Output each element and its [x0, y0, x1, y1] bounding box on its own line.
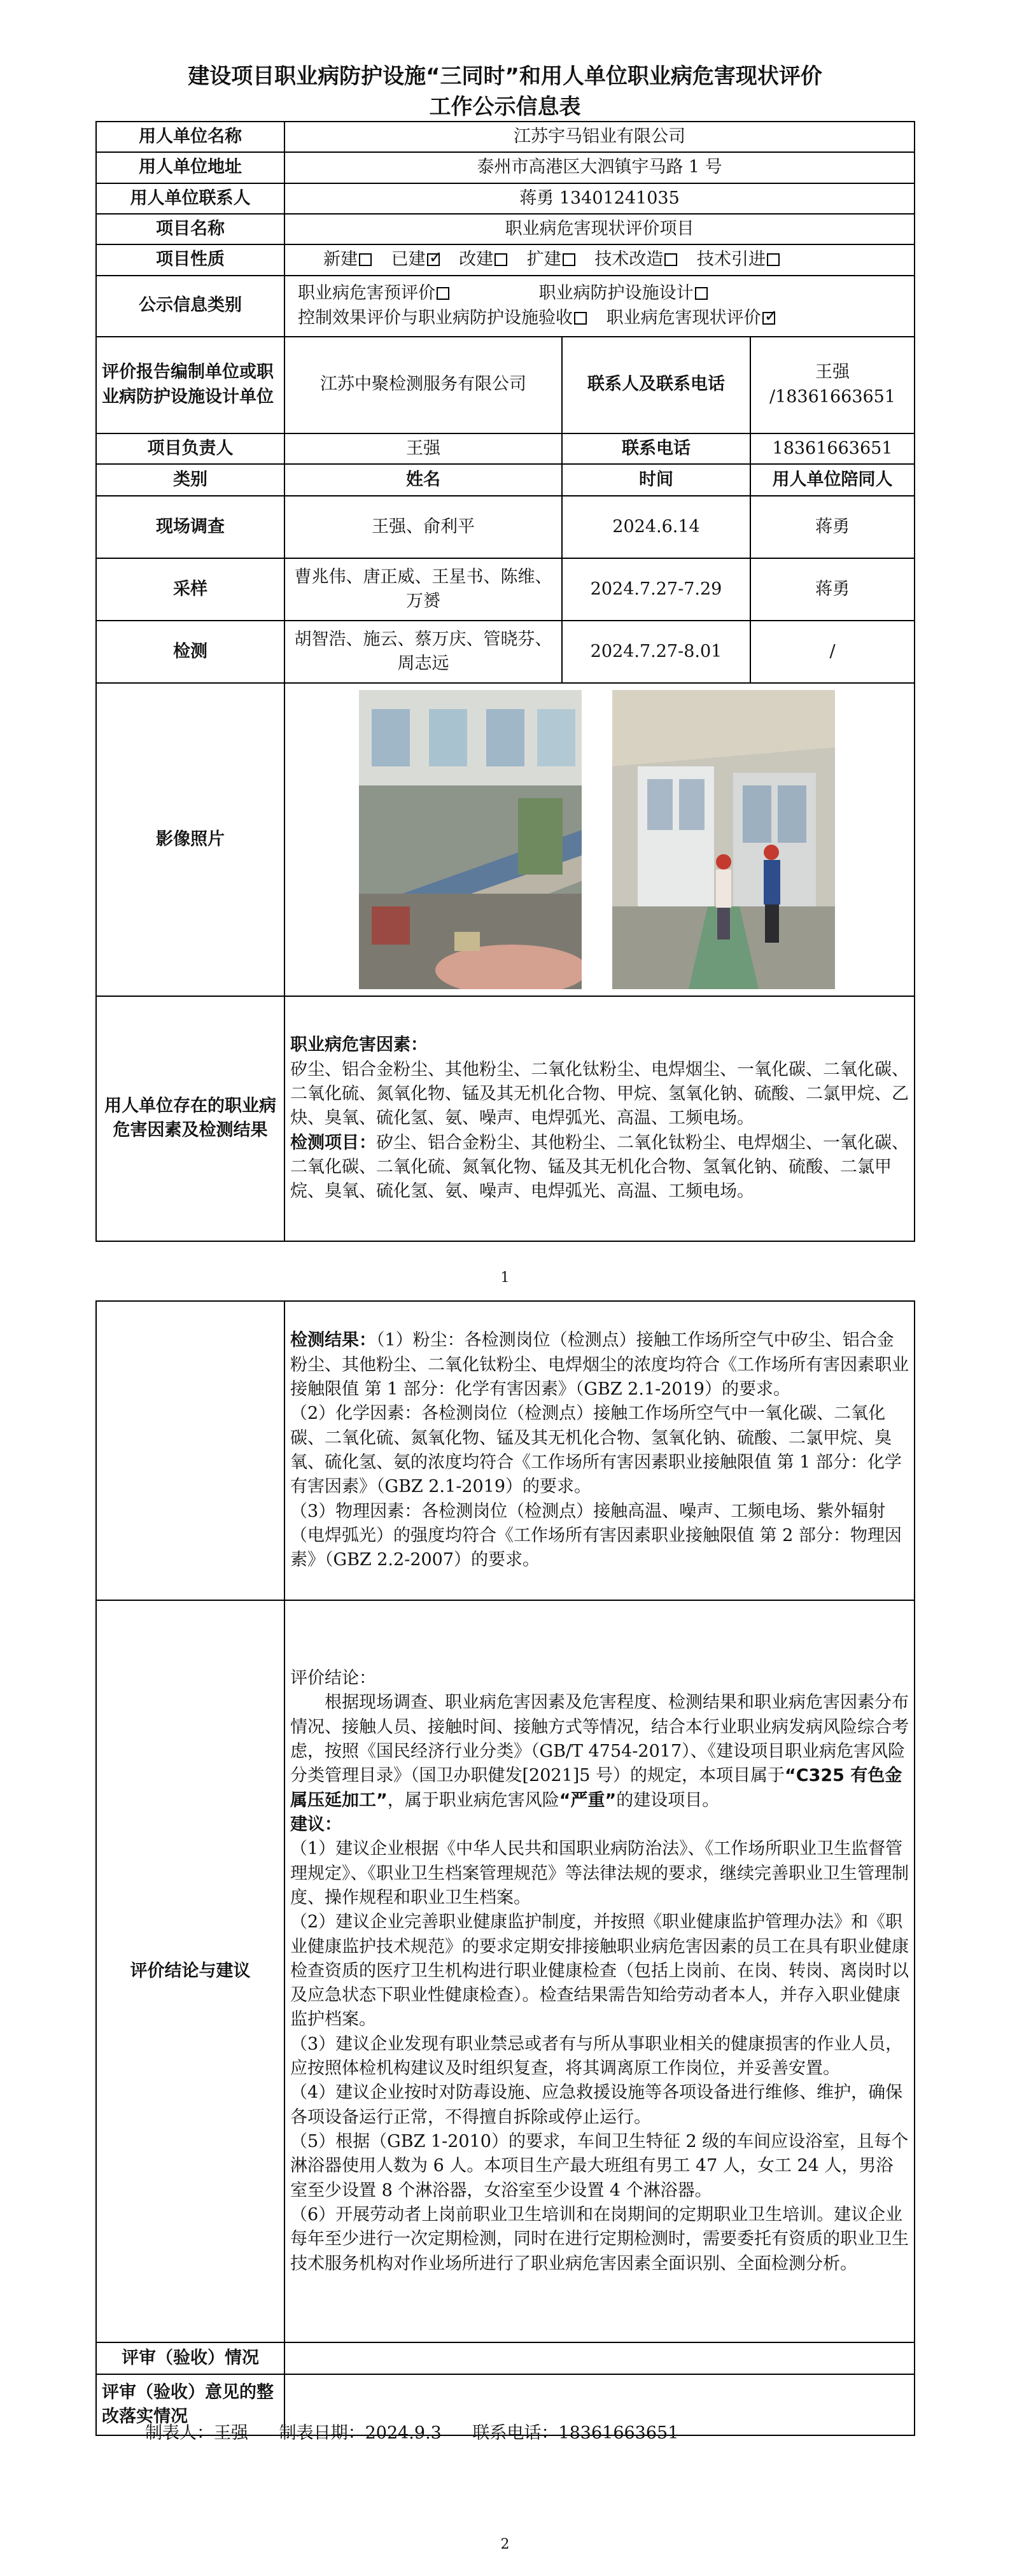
industry-code: “C325 有色金属压延加工”: [290, 1766, 902, 1810]
unit-address-value: 泰州市高港区大泗镇宇马路 1 号: [284, 152, 915, 183]
results-para-physical: （3）物理因素：各检测岗位（检测点）接触高温、噪声、工频电场、紫外辐射（电焊弧光）的强度均符合《工作场所有害因素职业接触限值 第 2 部分：物理因素》（GBZ 2.2-2007）的要求。: [290, 1501, 902, 1570]
type-option-pre-eval: 职业病危害预评价: [298, 281, 533, 306]
hazards-label: 用人单位存在的职业病危害因素及检测结果: [96, 996, 284, 1241]
site-photo-workshop-line: [359, 690, 582, 989]
schedule-category: 采样: [96, 558, 284, 621]
unit-address-label: 用人单位地址: [96, 152, 284, 183]
checkbox-checked-icon[interactable]: [762, 312, 775, 325]
checkbox-icon[interactable]: [563, 253, 575, 266]
hazard-factors-text: 矽尘、铝合金粉尘、其他粉尘、二氧化钛粉尘、电焊烟尘、一氧化碳、二氧化碳、二氧化硫、氮氧化物、锰及其无机化合物、甲烷、氢氧化钠、硫酸、二氯甲烷、乙炔、臭氧、硫化氢、氨、噪声、电焊弧光、高温、工频电场。: [290, 1059, 909, 1129]
schedule-companion: /: [750, 621, 915, 683]
list-item: （5）根据（GBZ 1-2010）的要求，车间卫生特征 2 级的车间应设浴室，且每个淋浴器使用人数为 6 人。本项目生产最大班组有男工 47 人，女工 24 人，男浴室至少设置 8 个淋浴器，女浴室至少设置 4 个淋浴器。: [290, 2132, 909, 2200]
footer: [145, 2419, 704, 2444]
review-rectify-label: 评审（验收）意见的整改落实情况: [96, 2374, 284, 2435]
unit-contact-label: 用人单位联系人: [96, 183, 284, 214]
footer-maker: 制表人：王强: [145, 2423, 248, 2443]
results-para-dust: 检测结果：（1）粉尘：各检测岗位（检测点）接触工作场所空气中矽尘、铝合金粉尘、其他粉尘、二氧化钛粉尘、电焊烟尘的浓度均符合《工作场所有害因素职业接触限值 第 1 部分：化学有害因素》（GBZ 2.1-2019）的要求。: [290, 1330, 909, 1400]
schedule-header-category: 类别: [96, 464, 284, 496]
hazard-items: [290, 1131, 909, 1204]
type-option-control-effect: 控制效果评价与职业病防护设施验收: [298, 308, 601, 328]
results-label-continued: [96, 1301, 284, 1600]
leader-phone-label: 联系电话: [562, 433, 750, 464]
checkbox-icon[interactable]: [359, 253, 372, 266]
schedule-header-name: 姓名: [284, 464, 562, 496]
checkbox-icon[interactable]: [767, 253, 780, 266]
checkbox-icon[interactable]: [695, 287, 708, 300]
advice-title: 建议：: [290, 1814, 342, 1834]
project-name-value: 职业病危害现状评价项目: [284, 214, 915, 244]
report-unit-label: 评价报告编制单位或职业病防护设施设计单位: [96, 337, 284, 433]
schedule-time: 2024.7.27-8.01: [562, 621, 750, 683]
info-table-page2: [95, 1300, 915, 2436]
checkbox-icon[interactable]: [494, 253, 507, 266]
schedule-time: 2024.6.14: [562, 496, 750, 558]
report-unit-value: 江苏中聚检测服务有限公司: [284, 337, 562, 433]
list-item: （2）建议企业完善职业健康监护制度，并按照《职业健康监护管理办法》和《职业健康监护技术规范》的要求定期安排接触职业病危害因素的员工在具有职业健康检查资质的医疗卫生机构进行职业健康检查（包括上岗前、在岗、转岗、离岗时以及应急状态下职业性健康检查）。检查结果需告知给劳动者本人，并存入职业健康监护档案。: [290, 1912, 909, 2030]
schedule-time: 2024.7.27-7.29: [562, 558, 750, 621]
unit-name-label: 用人单位名称: [96, 122, 284, 152]
checkbox-icon[interactable]: [664, 253, 677, 266]
schedule-companion: 蒋勇: [750, 558, 915, 621]
hazard-items-text: 矽尘、铝合金粉尘、其他粉尘、二氧化钛粉尘、电焊烟尘、一氧化碳、二氧化碳、二氧化硫、氮氧化物、锰及其无机化合物、氢氧化钠、硫酸、二氯甲烷、臭氧、硫化氢、氨、噪声、电焊弧光、高温、工频电场。: [290, 1132, 909, 1202]
unit-name-value: 江苏宇马铝业有限公司: [284, 122, 915, 152]
site-photo-workshop-aisle: [612, 690, 835, 989]
footer-phone: 联系电话：18361663651: [472, 2423, 679, 2443]
project-leader-label: 项目负责人: [96, 433, 284, 464]
eval-conclusion-text: 根据现场调查、职业病危害因素及危害程度、检测结果和职业病危害因素分布情况、接触人员、接触时间、接触方式等情况，结合本行业职业病发病风险综合考虑，按照《国民经济行业分类》（GB/T 4754-2017）、《建设项目职业病危害风险分类管理目录》（国卫办职健发[2021]5 号）的规定，本项目属于“C325 有色金属压延加工”，属于职业病危害风险“严重”的建设项目。: [290, 1693, 909, 1810]
checkbox-icon[interactable]: [574, 312, 587, 325]
hazard-factors-title: 职业病危害因素：: [290, 1035, 428, 1055]
type-option-status-eval: 职业病危害现状评价✓: [607, 308, 789, 328]
project-leader-value: 王强: [284, 433, 562, 464]
nature-option-existing: 已建✓: [391, 250, 454, 269]
photos-cell: [284, 683, 915, 996]
review-status-label: 评审（验收）情况: [96, 2342, 284, 2374]
list-item: （1）建议企业根据《中华人民共和国职业病防治法》、《工作场所职业卫生监督管理规定》、《职业卫生档案管理规范》等法律法规的要求，继续完善职业卫生管理制度、操作规程和职业卫生档案。: [290, 1839, 909, 1908]
publicity-type-label: 公示信息类别: [96, 276, 284, 337]
footer-date: 制表日期：2024.9.3: [279, 2423, 442, 2443]
list-item: （6）开展劳动者上岗前职业卫生培训和在岗期间的定期职业卫生培训。建议企业每年至少进行一次定期检测，同时在进行定期检测时，需要委托有资质的职业卫生技术服务机构对作业场所进行了职业病危害因素全面识别、全面检测分析。: [290, 2205, 909, 2274]
report-contact-label: 联系人及联系电话: [562, 337, 750, 433]
list-item: （3）建议企业发现有职业禁忌或者有与所从事职业相关的健康损害的作业人员，应按照体检机构建议及时组织复查，将其调离原工作岗位，并妥善安置。: [290, 2034, 903, 2079]
type-option-design: 职业病防护设施设计: [539, 283, 722, 303]
project-nature-options: [284, 244, 915, 275]
hazards-content: [284, 996, 915, 1241]
unit-contact-value: 蒋勇 13401241035: [284, 183, 915, 214]
checkbox-icon[interactable]: [437, 287, 449, 300]
review-status-value: [284, 2342, 915, 2374]
schedule-category: 检测: [96, 621, 284, 683]
nature-option-rebuild: 改建: [459, 250, 521, 269]
checkbox-checked-icon[interactable]: [427, 253, 440, 266]
conclusion-label: 评价结论与建议: [96, 1600, 284, 2342]
page-number: 1: [500, 1270, 510, 1286]
schedule-companion: 蒋勇: [750, 496, 915, 558]
project-name-label: 项目名称: [96, 214, 284, 244]
nature-option-expand: 扩建: [527, 250, 589, 269]
schedule-header-time: 时间: [562, 464, 750, 496]
info-table-page1: [95, 121, 915, 1242]
project-nature-label: 项目性质: [96, 244, 284, 275]
schedule-header-companion: 用人单位陪同人: [750, 464, 915, 496]
schedule-names: 王强、俞利平: [284, 496, 562, 558]
risk-level: “严重”: [559, 1790, 617, 1810]
table-row: [96, 621, 915, 683]
results-title: 检测结果：: [290, 1330, 376, 1351]
photos-label: 影像照片: [96, 683, 284, 996]
schedule-names: 曹兆伟、唐正威、王星书、陈维、万赟: [284, 558, 562, 621]
report-contact-value: [750, 337, 915, 433]
nature-option-new: 新建: [323, 250, 386, 269]
nature-option-tech-import: 技术引进: [697, 250, 794, 269]
conclusion-content: [284, 1600, 915, 2342]
table-row: [96, 496, 915, 558]
nature-option-tech-transform: 技术改造: [594, 250, 691, 269]
page-subtitle: 工作公示信息表: [429, 94, 581, 120]
page-title: 建设项目职业病防护设施“三同时”和用人单位职业病危害现状评价: [188, 64, 822, 89]
hazard-items-title: 检测项目：: [290, 1132, 376, 1153]
schedule-names: 胡智浩、施云、蔡万庆、管晓芬、周志远: [284, 621, 562, 683]
leader-phone-value: 18361663651: [750, 433, 915, 464]
schedule-category: 现场调查: [96, 496, 284, 558]
report-contact-name: 王强: [815, 362, 850, 383]
page-number: 2: [500, 2537, 510, 2552]
report-contact-phone: /18361663651: [769, 386, 896, 407]
list-item: （4）建议企业按时对防毒设施、应急救援设施等各项设备进行维修、维护，确保各项设备运行正常，不得擅自拆除或停止运行。: [290, 2083, 903, 2127]
eval-conclusion-title: 评价结论：: [290, 1668, 376, 1688]
results-para-chemical: （2）化学因素：各检测岗位（检测点）接触工作场所空气中一氧化碳、二氧化碳、二氧化硫、氮氧化物、锰及其无机化合物、氢氧化钠、硫酸、二氯甲烷、臭氧、硫化氢、氨的浓度均符合《工作场所有害因素职业接触限值 第 1 部分：化学有害因素》（GBZ 2.1-2019）的要求。: [290, 1404, 902, 1497]
publicity-type-options: [284, 276, 915, 337]
results-content: [284, 1301, 915, 1600]
table-row: [96, 558, 915, 621]
